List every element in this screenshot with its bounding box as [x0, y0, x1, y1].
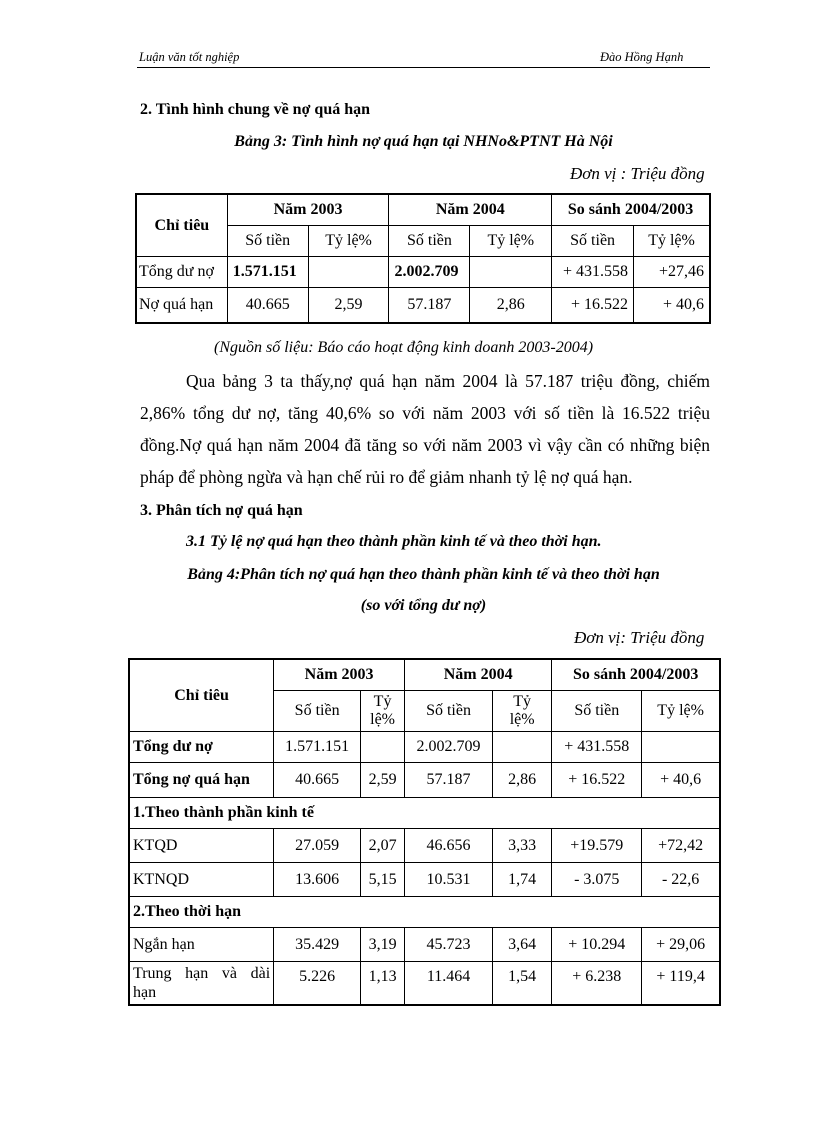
- t4-row-label-b: hạn: [133, 984, 157, 1001]
- t4-group-1: 1.Theo thành phần kinh tế: [130, 798, 720, 829]
- t3-sub-so-tien: Số tiền: [552, 226, 634, 257]
- header-left: Luận văn tốt nghiệp: [139, 50, 240, 64]
- table-row: [130, 763, 720, 798]
- t4-cell: [642, 732, 720, 763]
- t3-cell: + 40,6: [634, 288, 710, 323]
- t3-sub-so-tien: Số tiền: [389, 226, 470, 257]
- t4-cell: 1,74: [492, 863, 551, 897]
- t4-row-label: Tổng nợ quá hạn: [130, 763, 274, 798]
- t3-head-2003: Năm 2003: [227, 195, 389, 226]
- t3-sub-so-tien: Số tiền: [227, 226, 308, 257]
- t4-group-2: 2.Theo thời hạn: [130, 897, 720, 928]
- table-row: [137, 257, 710, 288]
- t3-cell: 2.002.709: [389, 257, 470, 288]
- paragraph-line: pháp để phòng ngừa và hạn chế rủi ro để giảm nhanh tỷ lệ nợ quá hạn.: [140, 467, 633, 487]
- t4-cell: 1,54: [492, 962, 551, 1005]
- t4-cell: 2.002.709: [405, 732, 493, 763]
- t4-cell: 27.059: [274, 829, 361, 863]
- table-4-unit: Đơn vị: Triệu đồng: [574, 628, 705, 647]
- t4-cell: [492, 732, 551, 763]
- t4-cell: 45.723: [405, 928, 493, 962]
- t3-sub-ty-le: Tỷ lệ%: [634, 226, 710, 257]
- paragraph-line: 2,86% tổng dư nợ, tăng 40,6% so với năm 2003 với số tiền là 16.522 triệu: [140, 403, 710, 423]
- t4-cell: 10.531: [405, 863, 493, 897]
- t4-sub-so-tien: Số tiền: [405, 691, 493, 732]
- table-3: [136, 194, 710, 323]
- t4-sub-ty-le-a: Tỷ: [373, 693, 392, 710]
- t4-cell: + 119,4: [642, 962, 720, 1005]
- table-row: [130, 928, 720, 962]
- t4-row-label: Tổng dư nợ: [130, 732, 274, 763]
- t3-head-chi-tieu: Chỉ tiêu: [137, 195, 228, 257]
- t4-cell: +19.579: [552, 829, 642, 863]
- t4-cell: 2,59: [361, 763, 405, 798]
- table-4-caption-sub: (so với tổng dư nợ): [360, 597, 487, 614]
- t4-cell: 5.226: [274, 962, 361, 1005]
- t4-sub-ty-le: Tỷ lệ%: [642, 691, 720, 732]
- t4-cell: 46.656: [405, 829, 493, 863]
- t3-cell: 2,59: [308, 288, 389, 323]
- t3-head-2004: Năm 2004: [389, 195, 552, 226]
- t3-cell: 57.187: [389, 288, 470, 323]
- t4-cell: + 10.294: [552, 928, 642, 962]
- t3-cell: [308, 257, 389, 288]
- t3-head-compare: So sánh 2004/2003: [552, 195, 710, 226]
- table-group-row: [130, 897, 720, 928]
- section-3-heading: 3. Phân tích nợ quá hạn: [140, 502, 303, 519]
- section-3-1-heading: 3.1 Tỷ lệ nợ quá hạn theo thành phần kinh tế và theo thời hạn.: [186, 533, 602, 550]
- t4-cell: - 3.075: [552, 863, 642, 897]
- table-3-unit: Đơn vị : Triệu đồng: [570, 164, 705, 183]
- t4-cell: 3,19: [361, 928, 405, 962]
- t3-sub-ty-le: Tỷ lệ%: [470, 226, 552, 257]
- t4-head-chi-tieu: Chỉ tiêu: [130, 660, 274, 732]
- t3-cell: + 431.558: [552, 257, 634, 288]
- t4-cell: 40.665: [274, 763, 361, 798]
- t4-cell: - 22,6: [642, 863, 720, 897]
- analysis-paragraph: [140, 365, 710, 493]
- t4-cell: 1,13: [361, 962, 405, 1005]
- t3-cell: 1.571.151: [227, 257, 308, 288]
- t4-cell: 11.464: [405, 962, 493, 1005]
- t4-cell: 13.606: [274, 863, 361, 897]
- table-row: [130, 732, 720, 763]
- t4-head-compare: So sánh 2004/2003: [552, 660, 720, 691]
- t4-cell: + 40,6: [642, 763, 720, 798]
- table-row: [130, 962, 720, 1005]
- t4-head-2004: Năm 2004: [405, 660, 552, 691]
- t4-cell: 35.429: [274, 928, 361, 962]
- t4-row-label: [130, 962, 274, 1005]
- paragraph-line: Qua bảng 3 ta thấy,nợ quá hạn năm 2004 là 57.187 triệu đồng, chiếm: [186, 371, 710, 391]
- t4-row-label: KTNQD: [130, 863, 274, 897]
- t3-cell: + 16.522: [552, 288, 634, 323]
- table-row: [137, 288, 710, 323]
- t4-row-label-a: Trung hạn và dài: [133, 965, 271, 982]
- t4-sub-ty-le: [361, 691, 405, 732]
- paragraph-line: đồng.Nợ quá hạn năm 2004 đã tăng so với năm 2003 vì vậy cần có những biện: [140, 435, 710, 455]
- table-4: [129, 659, 720, 1005]
- t4-cell: 3,33: [492, 829, 551, 863]
- section-2-heading: 2. Tình hình chung về nợ quá hạn: [140, 101, 371, 118]
- table-row: [130, 829, 720, 863]
- t4-cell: + 16.522: [552, 763, 642, 798]
- t3-sub-ty-le: Tỷ lệ%: [308, 226, 389, 257]
- table-4-caption: Bảng 4:Phân tích nợ quá hạn theo thành phần kinh tế và theo thời hạn: [187, 566, 660, 583]
- t3-cell: +27,46: [634, 257, 710, 288]
- t4-cell: 57.187: [405, 763, 493, 798]
- t4-sub-ty-le-a: Tỷ: [513, 693, 532, 710]
- t3-row-label: Tổng dư nợ: [137, 257, 228, 288]
- t3-cell: 2,86: [470, 288, 552, 323]
- t4-row-label: KTQD: [130, 829, 274, 863]
- t4-cell: [361, 732, 405, 763]
- t4-sub-ty-le-b: lệ%: [370, 711, 395, 728]
- table-group-row: [130, 798, 720, 829]
- t4-sub-ty-le-b: lệ%: [509, 711, 535, 728]
- t3-cell: 40.665: [227, 288, 308, 323]
- t3-row-label: Nợ quá hạn: [137, 288, 228, 323]
- t4-sub-so-tien: Số tiền: [552, 691, 642, 732]
- t4-cell: 1.571.151: [274, 732, 361, 763]
- t4-cell: + 29,06: [642, 928, 720, 962]
- header-right: Đào Hồng Hạnh: [600, 50, 684, 64]
- t4-cell: 2,86: [492, 763, 551, 798]
- t4-sub-ty-le: [492, 691, 551, 732]
- t4-cell: + 6.238: [552, 962, 642, 1005]
- table-3-caption: Bảng 3: Tình hình nợ quá hạn tại NHNo&PTNT Hà Nội: [234, 133, 613, 150]
- t4-cell: +72,42: [642, 829, 720, 863]
- t4-cell: 3,64: [492, 928, 551, 962]
- t4-cell: + 431.558: [552, 732, 642, 763]
- t4-sub-so-tien: Số tiền: [274, 691, 361, 732]
- t4-cell: 5,15: [361, 863, 405, 897]
- t3-cell: [470, 257, 552, 288]
- table-3-source: (Nguồn số liệu: Báo cáo hoạt động kinh doanh 2003-2004): [214, 339, 594, 356]
- t4-head-2003: Năm 2003: [274, 660, 405, 691]
- t4-cell: 2,07: [361, 829, 405, 863]
- t4-row-label: Ngắn hạn: [130, 928, 274, 962]
- table-row: [130, 863, 720, 897]
- header-rule: [137, 67, 710, 68]
